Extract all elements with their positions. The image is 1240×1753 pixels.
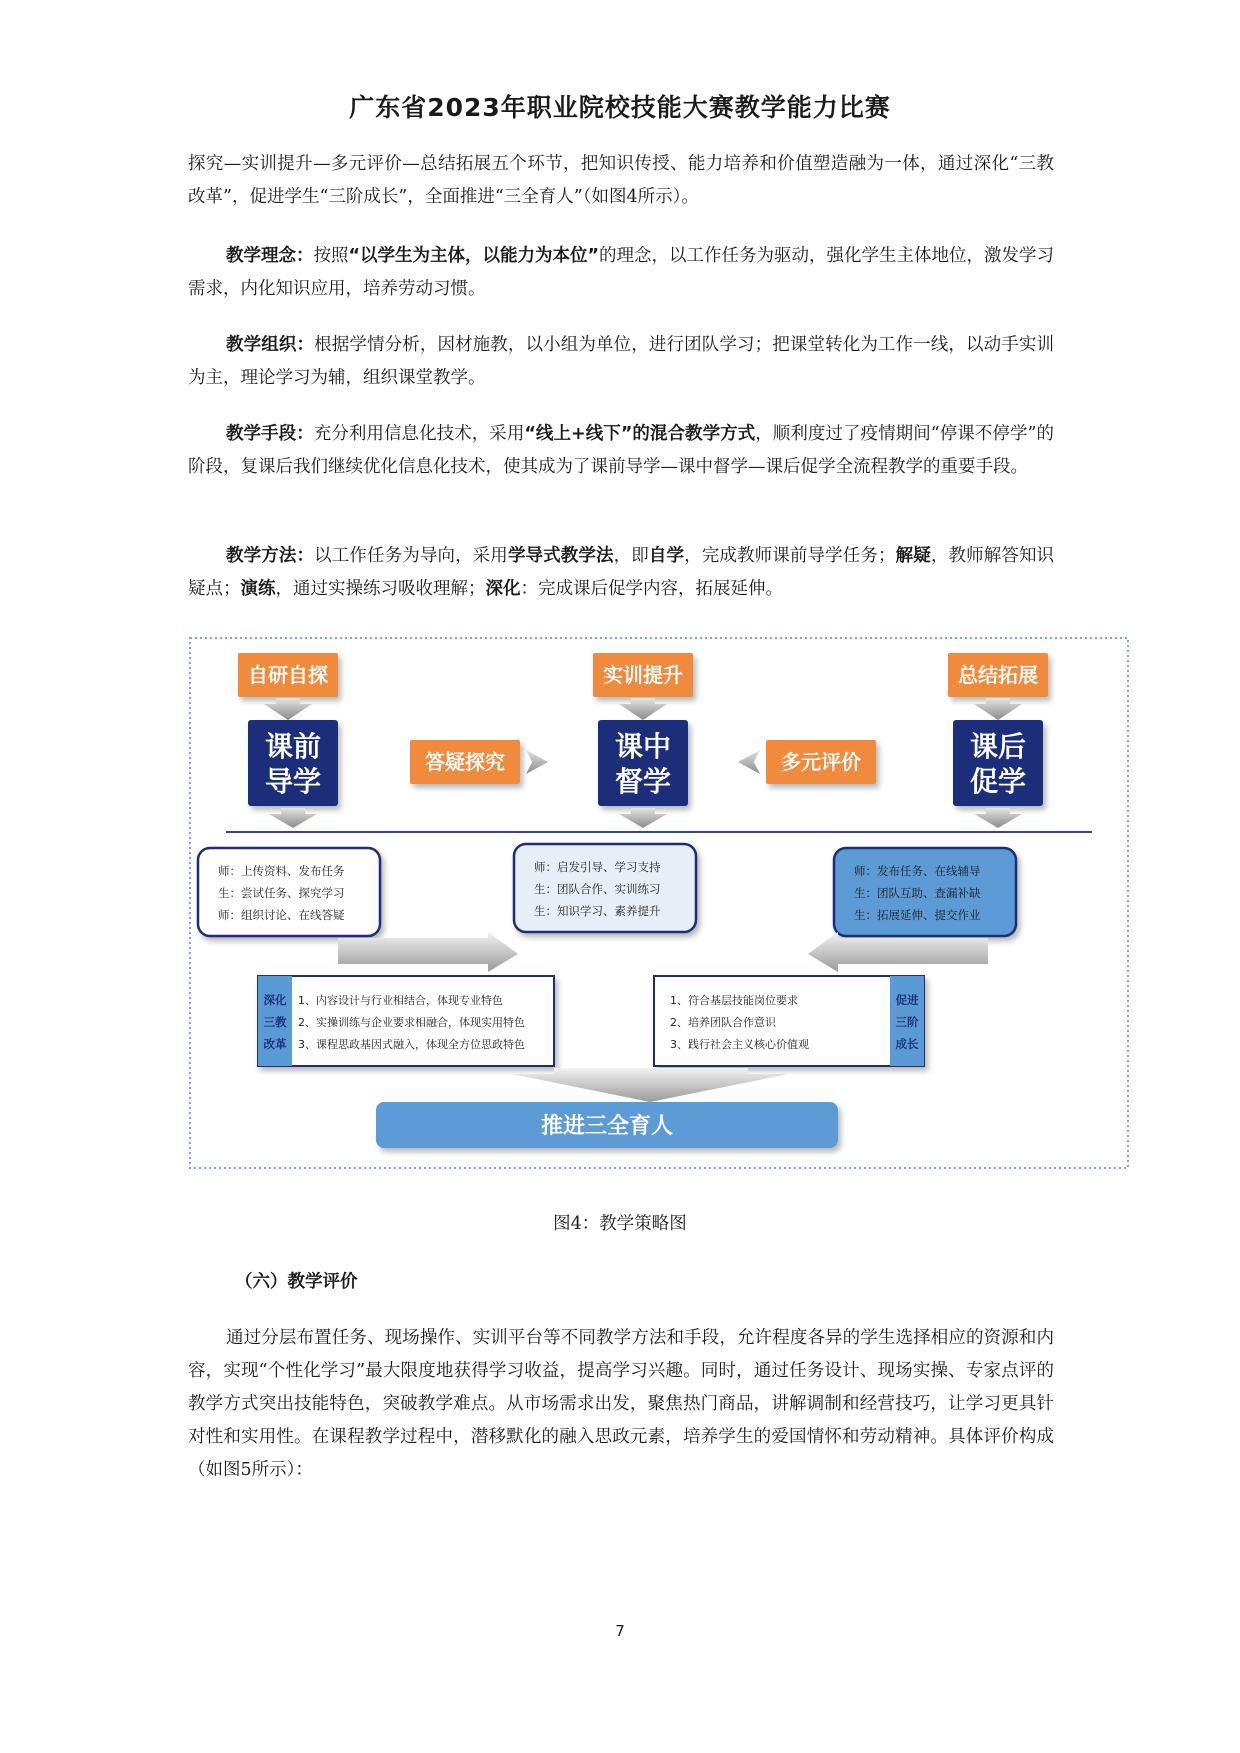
top-label-text: 实训提升	[603, 663, 683, 687]
method-text: ：完成课后促学内容，拓展延伸。	[520, 579, 783, 599]
method-bold: 学导式教学法	[507, 546, 614, 566]
means-pre: 充分利用信息化技术，采用	[313, 424, 525, 444]
stage-text: 促学	[969, 765, 1027, 798]
method-label: 教学方法：	[226, 546, 315, 566]
activity-line: 师：发布任务、在线辅导	[854, 864, 981, 878]
method-bold: 深化	[485, 579, 521, 599]
concept-bold: “以学生为主体，以能力为本位”	[348, 246, 600, 266]
activity-line: 生：拓展延伸、提交作业	[854, 908, 981, 922]
mid-label-2	[766, 740, 876, 784]
activity-line: 生：知识学习、素养提升	[534, 904, 661, 918]
activity-line: 师：上传资料、发布任务	[218, 864, 345, 878]
activity-box-2	[514, 844, 696, 932]
evaluation-paragraph: 通过分层布置任务、现场操作、实训平台等不同教学方法和手段，允许程度各异的学生选择相应的资源和内容，实现“个性化学习”最大限度地获得学习收益，提高学习兴趣。同时，通过任务设计、现场实操、专家点评的教学方式突出技能特色，突破教学难点。从市场需求出发，聚焦热门商品，讲解调制和经营技巧，让学习更具针对性和实用性。在课程教学过程中，潜移默化的融入思政元素，培养学生的爱国情怀和劳动精神。具体评价构成（如图5所示）：	[188, 1328, 1054, 1480]
organization-rest: 根据学情分析，因材施教，以小组为单位，进行团队学习；把课堂转化为工作一线，以动手实训为主，理论学习为辅，组织课堂教学。	[188, 335, 1055, 388]
method-text: ，即	[613, 546, 649, 566]
activity-box-1	[198, 848, 380, 936]
stage-text: 督学	[614, 765, 672, 798]
stage-text: 课后	[969, 730, 1027, 763]
page-number: 7	[615, 1622, 625, 1640]
top-label-1	[238, 653, 338, 697]
side-label: 三教	[263, 1015, 287, 1029]
method-bold: 自学	[648, 546, 685, 566]
means-label: 教学手段：	[226, 424, 314, 444]
intro-paragraph: 探究—实训提升—多元评价—总结拓展五个环节，把知识传授、能力培养和价值塑造融为一体，通过深化“三教改革”，促进学生“三阶成长”，全面推进“三全育人”（如图4所示）。	[188, 154, 1054, 207]
section-title: （六）教学评价	[235, 1272, 358, 1292]
means-bold: “线上+线下”的混合教学方式	[524, 424, 756, 444]
top-label-3	[948, 653, 1048, 697]
activity-line: 生：团队互助、查漏补缺	[854, 886, 981, 900]
page-header: 广东省2023年职业院校技能大赛教学能力比赛	[349, 93, 891, 122]
method-paragraph	[188, 540, 1054, 606]
method-text: ，完成教师课前导学任务；	[684, 546, 896, 566]
reform-item: 3、课程思政基因式融入，体现全方位思政特色	[298, 1038, 525, 1051]
method-text: ，教师解答知识疑点；	[188, 546, 1055, 599]
mid-label-1	[410, 740, 520, 784]
side-label: 成长	[895, 1037, 919, 1051]
mid-label-text: 答疑探究	[425, 750, 505, 774]
method-bold: 解疑	[895, 546, 931, 566]
side-label: 三阶	[895, 1015, 919, 1029]
top-label-2	[593, 653, 693, 697]
activity-box-3	[834, 848, 1016, 936]
side-label: 促进	[895, 993, 919, 1007]
three-teaching-reform-block	[258, 976, 554, 1066]
organization-paragraph	[188, 329, 1054, 395]
method-text: ，通过实操练习吸收理解；	[275, 579, 486, 599]
means-rest: ，顺利度过了疫情期间“停课不停学”的阶段，复课后我们继续优化信息化技术，使其成为了课前导学—课中督学—课后促学全流程教学的重要手段。	[188, 424, 1054, 477]
activity-line: 师：组织讨论、在线答疑	[218, 908, 345, 922]
side-label: 深化	[263, 993, 287, 1007]
stage-text: 课中	[614, 730, 672, 763]
organization-label: 教学组织：	[226, 335, 315, 355]
bottom-bar-text: 推进三全育人	[540, 1114, 674, 1139]
growth-item: 2、培养团队合作意识	[670, 1016, 776, 1029]
method-text: 以工作任务为导向，采用	[314, 546, 508, 566]
growth-item: 3、践行社会主义核心价值观	[670, 1038, 809, 1051]
concept-pre: 按照	[313, 246, 349, 266]
bottom-bar	[376, 1102, 838, 1148]
mid-label-text: 多元评价	[781, 750, 861, 774]
three-stage-growth-block	[654, 976, 924, 1066]
concept-rest: 的理念，以工作任务为驱动，强化学生主体地位，激发学习需求，内化知识应用，培养劳动习惯。	[188, 246, 1055, 299]
growth-item: 1、符合基层技能岗位要求	[670, 994, 798, 1007]
top-label-text: 总结拓展	[958, 663, 1038, 687]
teaching-strategy-diagram	[188, 636, 1130, 1170]
activity-line: 师：启发引导、学习支持	[534, 860, 661, 874]
concept-paragraph	[188, 240, 1054, 306]
stage-text: 导学	[264, 765, 322, 798]
concept-label: 教学理念：	[226, 246, 314, 266]
activity-line: 生：团队合作、实训练习	[534, 882, 661, 896]
stage-box-2	[598, 720, 688, 806]
activity-line: 生：尝试任务、探究学习	[218, 886, 345, 900]
reform-item: 1、内容设计与行业相结合，体现专业特色	[298, 994, 503, 1007]
stage-box-3	[953, 720, 1043, 806]
top-label-text: 自研自探	[248, 663, 328, 687]
stage-box-1	[248, 720, 338, 806]
method-bold: 演练	[240, 579, 276, 599]
figure-caption: 图4：教学策略图	[553, 1214, 687, 1234]
side-label: 改革	[263, 1037, 287, 1051]
stage-text: 课前	[264, 730, 322, 763]
means-paragraph	[188, 418, 1054, 484]
reform-item: 2、实操训练与企业要求相融合，体现实用特色	[298, 1016, 525, 1029]
